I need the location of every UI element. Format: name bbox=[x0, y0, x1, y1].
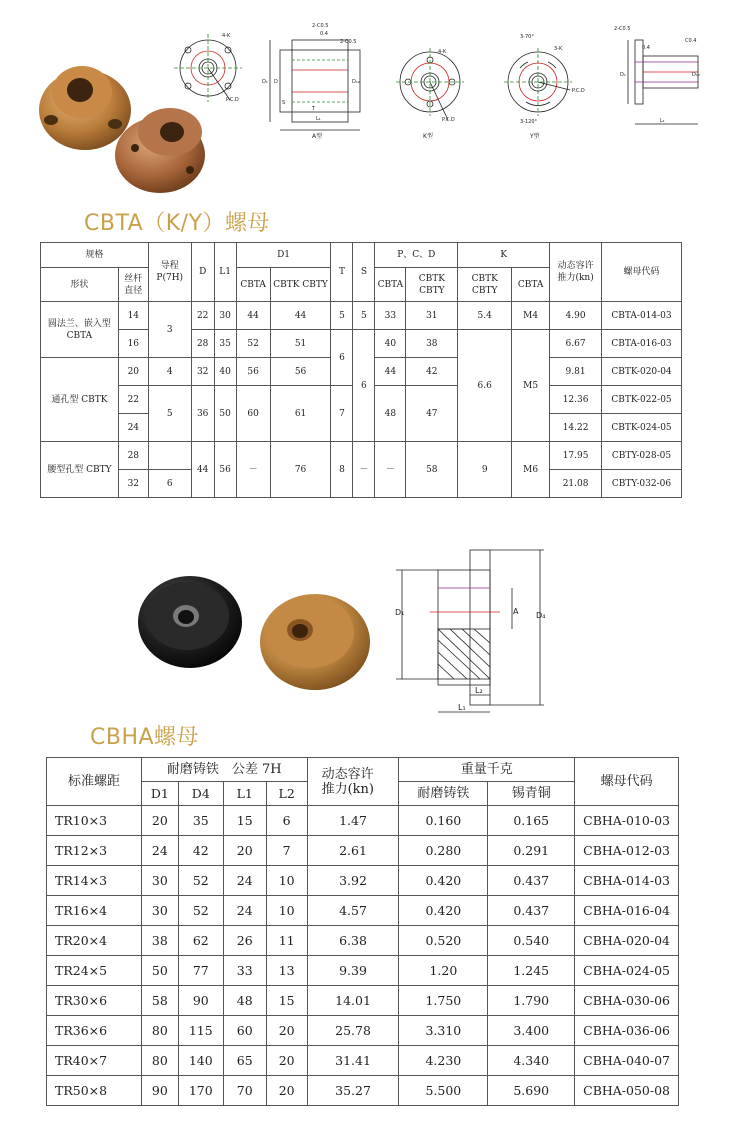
cell-load: 35.27 bbox=[307, 1076, 399, 1106]
pcd-cbta-cell: 33 bbox=[375, 302, 406, 330]
cell-l1: 60 bbox=[223, 1016, 266, 1046]
cell-l1: 65 bbox=[223, 1046, 266, 1076]
cell-d4: 170 bbox=[178, 1076, 223, 1106]
d1-cbta-cell: 60 bbox=[236, 386, 270, 442]
header-l1: L1 bbox=[214, 243, 236, 302]
row-code: CBTA-014-03 bbox=[602, 302, 682, 330]
row-dia: 24 bbox=[118, 414, 148, 442]
d1-cbta-cell: 44 bbox=[236, 302, 270, 330]
pcd-cbtk-cell: 31 bbox=[406, 302, 458, 330]
header-l2: L2 bbox=[266, 782, 307, 806]
cell-d4: 42 bbox=[178, 836, 223, 866]
row-code: CBTK-020-04 bbox=[602, 358, 682, 386]
chamfer-callout-a1: 2-C0.5 bbox=[312, 23, 329, 29]
sub-d1-cbta: CBTA bbox=[236, 268, 270, 302]
pcd-cbta-cell: － bbox=[375, 442, 406, 498]
d1-cbtk-cell: 61 bbox=[270, 386, 331, 442]
cbha-section-title: CBHA螺母 bbox=[90, 725, 200, 750]
type-k-label: K型 bbox=[423, 133, 433, 140]
cell-l2: 7 bbox=[266, 836, 307, 866]
cbta-nut-photo-flanged bbox=[39, 66, 131, 150]
cell-l2: 6 bbox=[266, 806, 307, 836]
cell-iron: 4.230 bbox=[399, 1046, 488, 1076]
pcd-cbta-cell: 44 bbox=[375, 358, 406, 386]
cell-code: CBHA-012-03 bbox=[575, 836, 679, 866]
cell-d1: 50 bbox=[141, 956, 178, 986]
row-load: 6.67 bbox=[550, 330, 602, 358]
cell-bronze: 3.400 bbox=[488, 1016, 575, 1046]
cell-pitch: TR30×6 bbox=[47, 986, 142, 1016]
cbta-section-title: CBTA（K/Y）螺母 bbox=[84, 211, 271, 236]
row-dia: 22 bbox=[118, 386, 148, 414]
k-callout-a: 4-K bbox=[222, 33, 231, 39]
k3-callout: 3-K bbox=[554, 46, 563, 52]
header-load: 动态容许 推力(kn) bbox=[307, 758, 399, 806]
cell-code: CBHA-040-07 bbox=[575, 1046, 679, 1076]
cell-load: 2.61 bbox=[307, 836, 399, 866]
pcd-cbtk-cell: 42 bbox=[406, 358, 458, 386]
cell-pitch: TR50×8 bbox=[47, 1076, 142, 1106]
cell-code: CBHA-030-06 bbox=[575, 986, 679, 1016]
cell-bronze: 0.291 bbox=[488, 836, 575, 866]
shape-cbta: 圆法兰、嵌入型 CBTA bbox=[41, 302, 119, 358]
cell-bronze: 0.437 bbox=[488, 896, 575, 926]
cell-l2: 11 bbox=[266, 926, 307, 956]
header-weight-iron: 耐磨铸铁 bbox=[399, 782, 488, 806]
header-l1: L1 bbox=[223, 782, 266, 806]
cell-bronze: 0.540 bbox=[488, 926, 575, 956]
cell-pitch: TR36×6 bbox=[47, 1016, 142, 1046]
header-s: S bbox=[353, 243, 375, 302]
cell-d1: 38 bbox=[141, 926, 178, 956]
cell-bronze: 1.245 bbox=[488, 956, 575, 986]
k-cbta-cell: M4 bbox=[512, 302, 550, 330]
row-load: 9.81 bbox=[550, 358, 602, 386]
cell-pitch: TR16×4 bbox=[47, 896, 142, 926]
row-dia: 16 bbox=[118, 330, 148, 358]
table-row bbox=[47, 1016, 679, 1046]
cell-d1: 20 bbox=[141, 806, 178, 836]
header-k: K bbox=[458, 243, 550, 268]
l1-cell: 35 bbox=[214, 330, 236, 358]
header-pcd: P、C、D bbox=[375, 243, 458, 268]
row-load: 17.95 bbox=[550, 442, 602, 470]
d1-cbta-cell: － bbox=[236, 442, 270, 498]
pcd-callout-y: P.C.D bbox=[572, 88, 585, 94]
lead-cell: 3 bbox=[148, 302, 191, 358]
table-row bbox=[47, 806, 679, 836]
header-weight-bronze: 锡青铜 bbox=[488, 782, 575, 806]
d1-cbtk-cell: 44 bbox=[270, 302, 331, 330]
table-row bbox=[47, 836, 679, 866]
cell-d1: 80 bbox=[141, 1046, 178, 1076]
row-code: CBTY-028-05 bbox=[602, 442, 682, 470]
cbta-side-section-drawing bbox=[614, 26, 700, 124]
cell-load: 6.38 bbox=[307, 926, 399, 956]
table-row bbox=[47, 956, 679, 986]
cbta-front-view-drawing bbox=[174, 33, 242, 103]
dim-l1-cbha: L₁ bbox=[458, 703, 466, 712]
header-pitch: 标准螺距 bbox=[47, 758, 142, 806]
k-callout-k: 4-K bbox=[438, 49, 447, 55]
cbha-nut-photo-black bbox=[138, 576, 242, 668]
cell-bronze: 4.340 bbox=[488, 1046, 575, 1076]
cbha-section-drawing bbox=[395, 550, 545, 712]
cell-l1: 26 bbox=[223, 926, 266, 956]
angle-callout-top: 3-70° bbox=[520, 34, 534, 40]
t-cell: 6 bbox=[331, 330, 353, 386]
cell-bronze: 0.165 bbox=[488, 806, 575, 836]
s-cell: 5 bbox=[353, 302, 375, 330]
cell-load: 9.39 bbox=[307, 956, 399, 986]
type-y-drawing bbox=[504, 34, 585, 140]
d-cell: 28 bbox=[191, 330, 214, 358]
header-d4: D4 bbox=[178, 782, 223, 806]
cell-pitch: TR24×5 bbox=[47, 956, 142, 986]
header-lead: 导程 P(7H) bbox=[148, 243, 191, 302]
cell-d1: 30 bbox=[141, 866, 178, 896]
cell-iron: 0.280 bbox=[399, 836, 488, 866]
cell-l1: 24 bbox=[223, 866, 266, 896]
t-cell: 7 bbox=[331, 386, 353, 442]
dim-d-a: D bbox=[274, 79, 278, 85]
cell-l2: 13 bbox=[266, 956, 307, 986]
l1-cell: 40 bbox=[214, 358, 236, 386]
row-load: 14.22 bbox=[550, 414, 602, 442]
dim-d1-a: D₁ bbox=[262, 79, 268, 85]
header-iron-tolerance: 耐磨铸铁 公差 7H bbox=[141, 758, 307, 782]
cell-code: CBHA-016-04 bbox=[575, 896, 679, 926]
cbha-nut-photo-bronze bbox=[260, 594, 370, 690]
header-shape: 形状 bbox=[41, 268, 119, 302]
chamfer-callout-e1: 2-C0.5 bbox=[614, 26, 631, 32]
type-k-drawing bbox=[396, 48, 464, 140]
cell-pitch: TR40×7 bbox=[47, 1046, 142, 1076]
dim-s-a: S bbox=[282, 100, 286, 106]
table-row bbox=[47, 1076, 679, 1106]
l1-cell: 50 bbox=[214, 386, 236, 442]
cell-iron: 0.420 bbox=[399, 866, 488, 896]
header-weight: 重量千克 bbox=[399, 758, 575, 782]
cell-d1: 90 bbox=[141, 1076, 178, 1106]
cell-iron: 5.500 bbox=[399, 1076, 488, 1106]
cell-iron: 0.520 bbox=[399, 926, 488, 956]
cell-pitch: TR14×3 bbox=[47, 866, 142, 896]
k-cbtk-cell: 6.6 bbox=[458, 330, 512, 442]
cell-code: CBHA-036-06 bbox=[575, 1016, 679, 1046]
sub-pcd-cbtk: CBTK CBTY bbox=[406, 268, 458, 302]
cell-code: CBHA-014-03 bbox=[575, 866, 679, 896]
d1-cbtk-cell: 76 bbox=[270, 442, 331, 498]
cell-d1: 58 bbox=[141, 986, 178, 1016]
chamfer-callout-a2: 2-C0.5 bbox=[340, 39, 357, 45]
cell-bronze: 5.690 bbox=[488, 1076, 575, 1106]
cell-d4: 52 bbox=[178, 866, 223, 896]
pcd-callout-k: P.C.D bbox=[442, 117, 455, 123]
cell-iron: 0.160 bbox=[399, 806, 488, 836]
cell-load: 4.57 bbox=[307, 896, 399, 926]
finish-callout-e: 0.4 bbox=[642, 45, 650, 51]
row-code: CBTY-032-06 bbox=[602, 470, 682, 498]
cbha-photos-and-drawing bbox=[130, 540, 570, 720]
cell-d4: 62 bbox=[178, 926, 223, 956]
cell-iron: 0.420 bbox=[399, 896, 488, 926]
cell-l1: 33 bbox=[223, 956, 266, 986]
cell-code: CBHA-020-04 bbox=[575, 926, 679, 956]
cell-iron: 3.310 bbox=[399, 1016, 488, 1046]
dim-t-a: T bbox=[312, 106, 316, 112]
pcd-cbtk-cell: 58 bbox=[406, 442, 458, 498]
cell-load: 1.47 bbox=[307, 806, 399, 836]
pcd-callout-a: P.C.D bbox=[226, 97, 239, 103]
cell-iron: 1.20 bbox=[399, 956, 488, 986]
table-row bbox=[47, 896, 679, 926]
pcd-cbta-cell: 40 bbox=[375, 330, 406, 358]
header-dia: 丝杆 直径 bbox=[118, 268, 148, 302]
cell-l2: 20 bbox=[266, 1076, 307, 1106]
cell-d4: 90 bbox=[178, 986, 223, 1016]
cell-pitch: TR12×3 bbox=[47, 836, 142, 866]
cell-l1: 15 bbox=[223, 806, 266, 836]
cell-l1: 70 bbox=[223, 1076, 266, 1106]
cell-code: CBHA-024-05 bbox=[575, 956, 679, 986]
header-load: 动态容许 推力(kn) bbox=[550, 243, 602, 302]
cell-l1: 20 bbox=[223, 836, 266, 866]
cell-bronze: 0.437 bbox=[488, 866, 575, 896]
row-code: CBTK-024-05 bbox=[602, 414, 682, 442]
cell-d4: 115 bbox=[178, 1016, 223, 1046]
d-cell: 32 bbox=[191, 358, 214, 386]
lead-cell: 5 bbox=[148, 386, 191, 442]
k-cbtk-cell: 5.4 bbox=[458, 302, 512, 330]
cell-load: 3.92 bbox=[307, 866, 399, 896]
cbta-spec-table bbox=[40, 242, 682, 498]
finish-callout-a: 0.4 bbox=[320, 31, 328, 37]
d1-cbtk-cell: 56 bbox=[270, 358, 331, 386]
d1-cbta-cell: 56 bbox=[236, 358, 270, 386]
d1-cbta-cell: 52 bbox=[236, 330, 270, 358]
t-cell: 8 bbox=[331, 442, 353, 498]
shape-cbtk: 通孔型 CBTK bbox=[41, 358, 119, 442]
table-row bbox=[47, 926, 679, 956]
dim-d10-e: D₁₀ bbox=[692, 72, 700, 78]
header-d: D bbox=[191, 243, 214, 302]
header-spec: 规格 bbox=[41, 243, 149, 268]
cell-code: CBHA-050-08 bbox=[575, 1076, 679, 1106]
cell-iron: 1.750 bbox=[399, 986, 488, 1016]
d-cell: 44 bbox=[191, 442, 214, 498]
dim-l1-e: L₁ bbox=[660, 118, 665, 124]
sub-k-cbtk: CBTK CBTY bbox=[458, 268, 512, 302]
dim-d10-a: D₁₀ bbox=[352, 79, 360, 85]
dim-d1-e: D₁ bbox=[620, 72, 626, 78]
table-row bbox=[47, 1046, 679, 1076]
sub-k-cbta: CBTA bbox=[512, 268, 550, 302]
k-cbta-cell: M5 bbox=[512, 330, 550, 442]
cell-bronze: 1.790 bbox=[488, 986, 575, 1016]
cell-pitch: TR10×3 bbox=[47, 806, 142, 836]
cell-d1: 80 bbox=[141, 1016, 178, 1046]
cell-l2: 10 bbox=[266, 896, 307, 926]
s-cell: － bbox=[353, 442, 375, 498]
row-load: 4.90 bbox=[550, 302, 602, 330]
dim-d4-cbha: D₄ bbox=[536, 611, 546, 620]
dim-a-cbha: A bbox=[513, 607, 519, 616]
table-row bbox=[47, 866, 679, 896]
cell-l2: 15 bbox=[266, 986, 307, 1016]
row-dia: 20 bbox=[118, 358, 148, 386]
type-a-section-drawing bbox=[262, 23, 360, 140]
cell-l2: 20 bbox=[266, 1046, 307, 1076]
sub-pcd-cbta: CBTA bbox=[375, 268, 406, 302]
header-code: 螺母代码 bbox=[602, 243, 682, 302]
dim-d1-cbha: D₁ bbox=[395, 608, 405, 617]
cell-l2: 10 bbox=[266, 866, 307, 896]
type-y-label: Y型 bbox=[530, 133, 540, 140]
pcd-cbtk-cell: 47 bbox=[406, 386, 458, 442]
shape-cbty: 腰型孔型 CBTY bbox=[41, 442, 119, 498]
cbta-product-photos-and-drawings bbox=[30, 20, 720, 205]
l1-cell: 30 bbox=[214, 302, 236, 330]
cell-l1: 24 bbox=[223, 896, 266, 926]
d1-cbtk-cell: 51 bbox=[270, 330, 331, 358]
row-dia: 14 bbox=[118, 302, 148, 330]
cell-d4: 77 bbox=[178, 956, 223, 986]
cell-d4: 35 bbox=[178, 806, 223, 836]
dim-l1-a: L₁ bbox=[316, 116, 321, 122]
table-row bbox=[47, 986, 679, 1016]
l1-cell: 56 bbox=[214, 442, 236, 498]
row-code: CBTK-022-05 bbox=[602, 386, 682, 414]
cell-code: CBHA-010-03 bbox=[575, 806, 679, 836]
cell-d4: 52 bbox=[178, 896, 223, 926]
row-dia: 28 bbox=[118, 442, 148, 470]
chamfer-callout-e2: C0.4 bbox=[685, 38, 697, 44]
header-d1: D1 bbox=[236, 243, 331, 268]
header-code: 螺母代码 bbox=[575, 758, 679, 806]
cell-l1: 48 bbox=[223, 986, 266, 1016]
dim-l2-cbha: L₂ bbox=[475, 686, 483, 695]
k-cbtk-cell: 9 bbox=[458, 442, 512, 498]
cbha-table-body bbox=[47, 806, 679, 1106]
header-t: T bbox=[331, 243, 353, 302]
cell-load: 25.78 bbox=[307, 1016, 399, 1046]
pcd-cbtk-cell: 38 bbox=[406, 330, 458, 358]
d-cell: 22 bbox=[191, 302, 214, 330]
row-code: CBTA-016-03 bbox=[602, 330, 682, 358]
angle-callout-bottom: 3-120° bbox=[520, 119, 538, 125]
sub-d1-cbtk: CBTK CBTY bbox=[270, 268, 331, 302]
cell-l2: 20 bbox=[266, 1016, 307, 1046]
cell-d4: 140 bbox=[178, 1046, 223, 1076]
row-load: 21.08 bbox=[550, 470, 602, 498]
header-d1: D1 bbox=[141, 782, 178, 806]
lead-cell-empty bbox=[148, 442, 191, 470]
row-load: 12.36 bbox=[550, 386, 602, 414]
d-cell: 36 bbox=[191, 386, 214, 442]
k-cbta-cell: M6 bbox=[512, 442, 550, 498]
cell-load: 14.01 bbox=[307, 986, 399, 1016]
s-cell: 6 bbox=[353, 330, 375, 442]
row-dia: 32 bbox=[118, 470, 148, 498]
cell-load: 31.41 bbox=[307, 1046, 399, 1076]
pcd-cbta-cell: 48 bbox=[375, 386, 406, 442]
cbha-spec-table bbox=[46, 757, 679, 1106]
lead-cell: 4 bbox=[148, 358, 191, 386]
lead-cell: 6 bbox=[148, 470, 191, 498]
cell-pitch: TR20×4 bbox=[47, 926, 142, 956]
cell-d1: 24 bbox=[141, 836, 178, 866]
t-cell: 5 bbox=[331, 302, 353, 330]
type-a-label: A型 bbox=[312, 133, 323, 140]
cell-d1: 30 bbox=[141, 896, 178, 926]
